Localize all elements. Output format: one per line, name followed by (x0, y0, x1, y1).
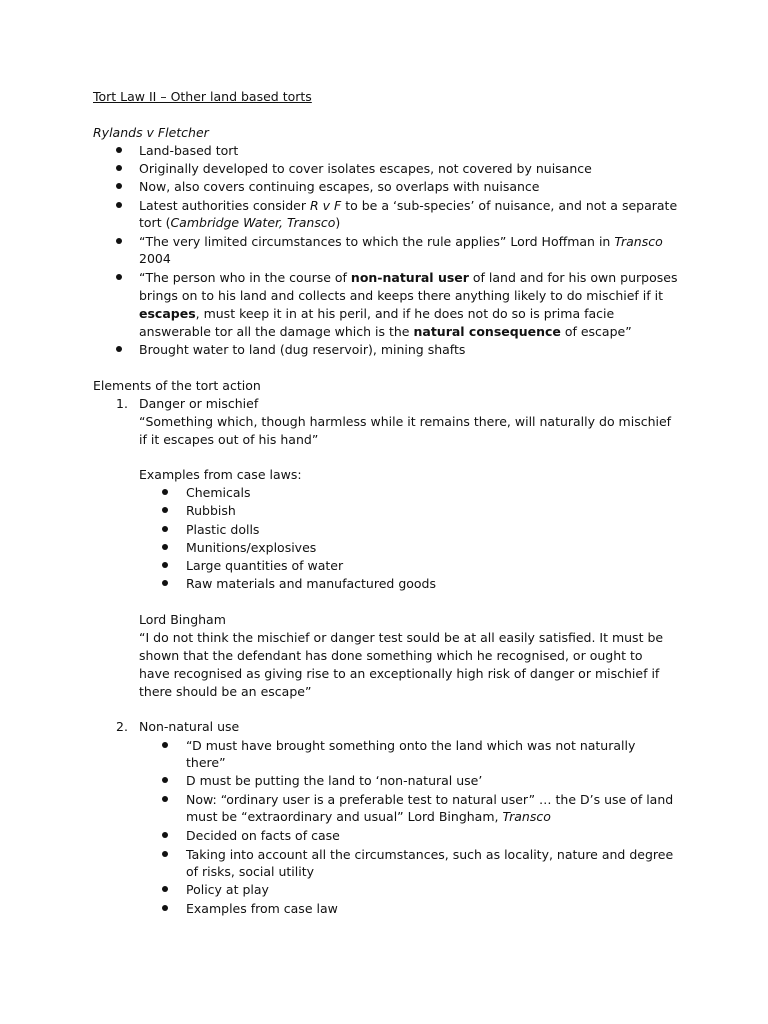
list-item: Decided on facts of case (186, 828, 340, 843)
text-run: ) (335, 215, 341, 230)
text-run: of land and for his own purposes (468, 270, 678, 285)
quote-line: shown that the defendant has done something which he recognised, or ought to (139, 648, 643, 663)
bullet-icon (116, 269, 124, 277)
list-item: Chemicals (186, 485, 251, 500)
bullet-icon (162, 539, 170, 547)
list-item: Land-based tort (139, 143, 239, 158)
bullet-icon (162, 575, 170, 583)
quote-line: have recognised as giving rise to an exceptionally high risk of danger or mischief if (139, 666, 660, 681)
case-name: Transco (614, 234, 663, 249)
bullet-icon (162, 502, 170, 510)
list-item-continuation (139, 305, 614, 323)
list-item: Now: “ordinary user is a preferable test to natural user” … the D’s use of land (186, 792, 674, 807)
list-item (139, 197, 677, 215)
bullet-icon (116, 197, 124, 205)
text-run: , must keep it in at his peril, and if he does not do so is prima facie (195, 306, 615, 321)
examples-label: Examples from case laws: (139, 467, 302, 482)
list-item: Policy at play (186, 882, 269, 897)
bullet-icon (116, 233, 124, 241)
bold-term: natural consequence (413, 324, 561, 339)
quote-line: if it escapes out of his hand” (139, 432, 319, 447)
text-run: to be a ‘sub-species’ of nuisance, and not a separate (341, 198, 678, 213)
text-run: must be “extraordinary and usual” Lord Bingham, (186, 809, 503, 824)
list-item: Originally developed to cover isolates escapes, not covered by nuisance (139, 161, 592, 176)
section-heading-rylands: Rylands v Fletcher (93, 125, 209, 140)
list-item: Large quantities of water (186, 558, 344, 573)
list-item: Munitions/explosives (186, 540, 317, 555)
quote-line: “Something which, though harmless while it remains there, will naturally do mischief (139, 414, 672, 429)
list-item-continuation: brings on to his land and collects and keeps there anything likely to do mischief if it (139, 288, 664, 303)
bullet-icon (116, 341, 124, 349)
text-run: “The person who in the course of (139, 270, 351, 285)
bingham-label: Lord Bingham (139, 612, 226, 627)
list-number: 2. (116, 719, 128, 734)
list-item: Brought water to land (dug reservoir), mining shafts (139, 342, 466, 357)
list-item: Examples from case law (186, 901, 338, 916)
list-item-continuation: of risks, social utility (186, 864, 314, 879)
list-item (139, 269, 677, 287)
case-name: R v F (309, 198, 342, 213)
bullet-icon (162, 846, 170, 854)
text-run: answerable tor all the damage which is the (139, 324, 414, 339)
quote-line: “I do not think the mischief or danger test sould be at all easily satisfied. It must be (139, 630, 664, 645)
list-item (139, 233, 663, 251)
list-item-continuation (139, 214, 340, 232)
numbered-item-label: Danger or mischief (139, 396, 259, 411)
list-number: 1. (116, 396, 128, 411)
list-item: Now, also covers continuing escapes, so overlaps with nuisance (139, 179, 540, 194)
bullet-icon (162, 772, 170, 780)
bullet-icon (162, 881, 170, 889)
text-run: Latest authorities consider (139, 198, 310, 213)
list-item: Plastic dolls (186, 522, 260, 537)
bullet-icon (116, 142, 124, 150)
bullet-icon (162, 484, 170, 492)
document-title: Tort Law II – Other land based torts (93, 89, 312, 104)
list-item-continuation: 2004 (139, 251, 171, 266)
bullet-icon (116, 160, 124, 168)
list-item-continuation: there” (186, 755, 226, 770)
list-item-continuation (139, 323, 632, 341)
bullet-icon (116, 178, 124, 186)
bullet-icon (162, 900, 170, 908)
quote-line: there should be an escape” (139, 684, 312, 699)
case-name: Cambridge Water, Transco (170, 215, 336, 230)
bullet-icon (162, 737, 170, 745)
case-name: Transco (502, 809, 551, 824)
list-item: Raw materials and manufactured goods (186, 576, 436, 591)
list-item: Taking into account all the circumstances, such as locality, nature and degree (186, 847, 674, 862)
bold-term: non-natural user (350, 270, 469, 285)
list-item: Rubbish (186, 503, 236, 518)
list-item: “D must have brought something onto the land which was not naturally (186, 738, 636, 753)
text-run: tort ( (139, 215, 171, 230)
list-item-continuation (186, 808, 551, 826)
bullet-icon (162, 557, 170, 565)
bullet-icon (162, 827, 170, 835)
numbered-item-label: Non-natural use (139, 719, 240, 734)
section-heading-elements: Elements of the tort action (93, 378, 261, 393)
bullet-icon (162, 521, 170, 529)
text-run: of escape” (560, 324, 632, 339)
bold-term: escapes (139, 306, 196, 321)
text-run: “The very limited circumstances to which the rule applies” Lord Hoffman in (139, 234, 615, 249)
list-item: D must be putting the land to ‘non-natural use’ (186, 773, 483, 788)
bullet-icon (162, 791, 170, 799)
